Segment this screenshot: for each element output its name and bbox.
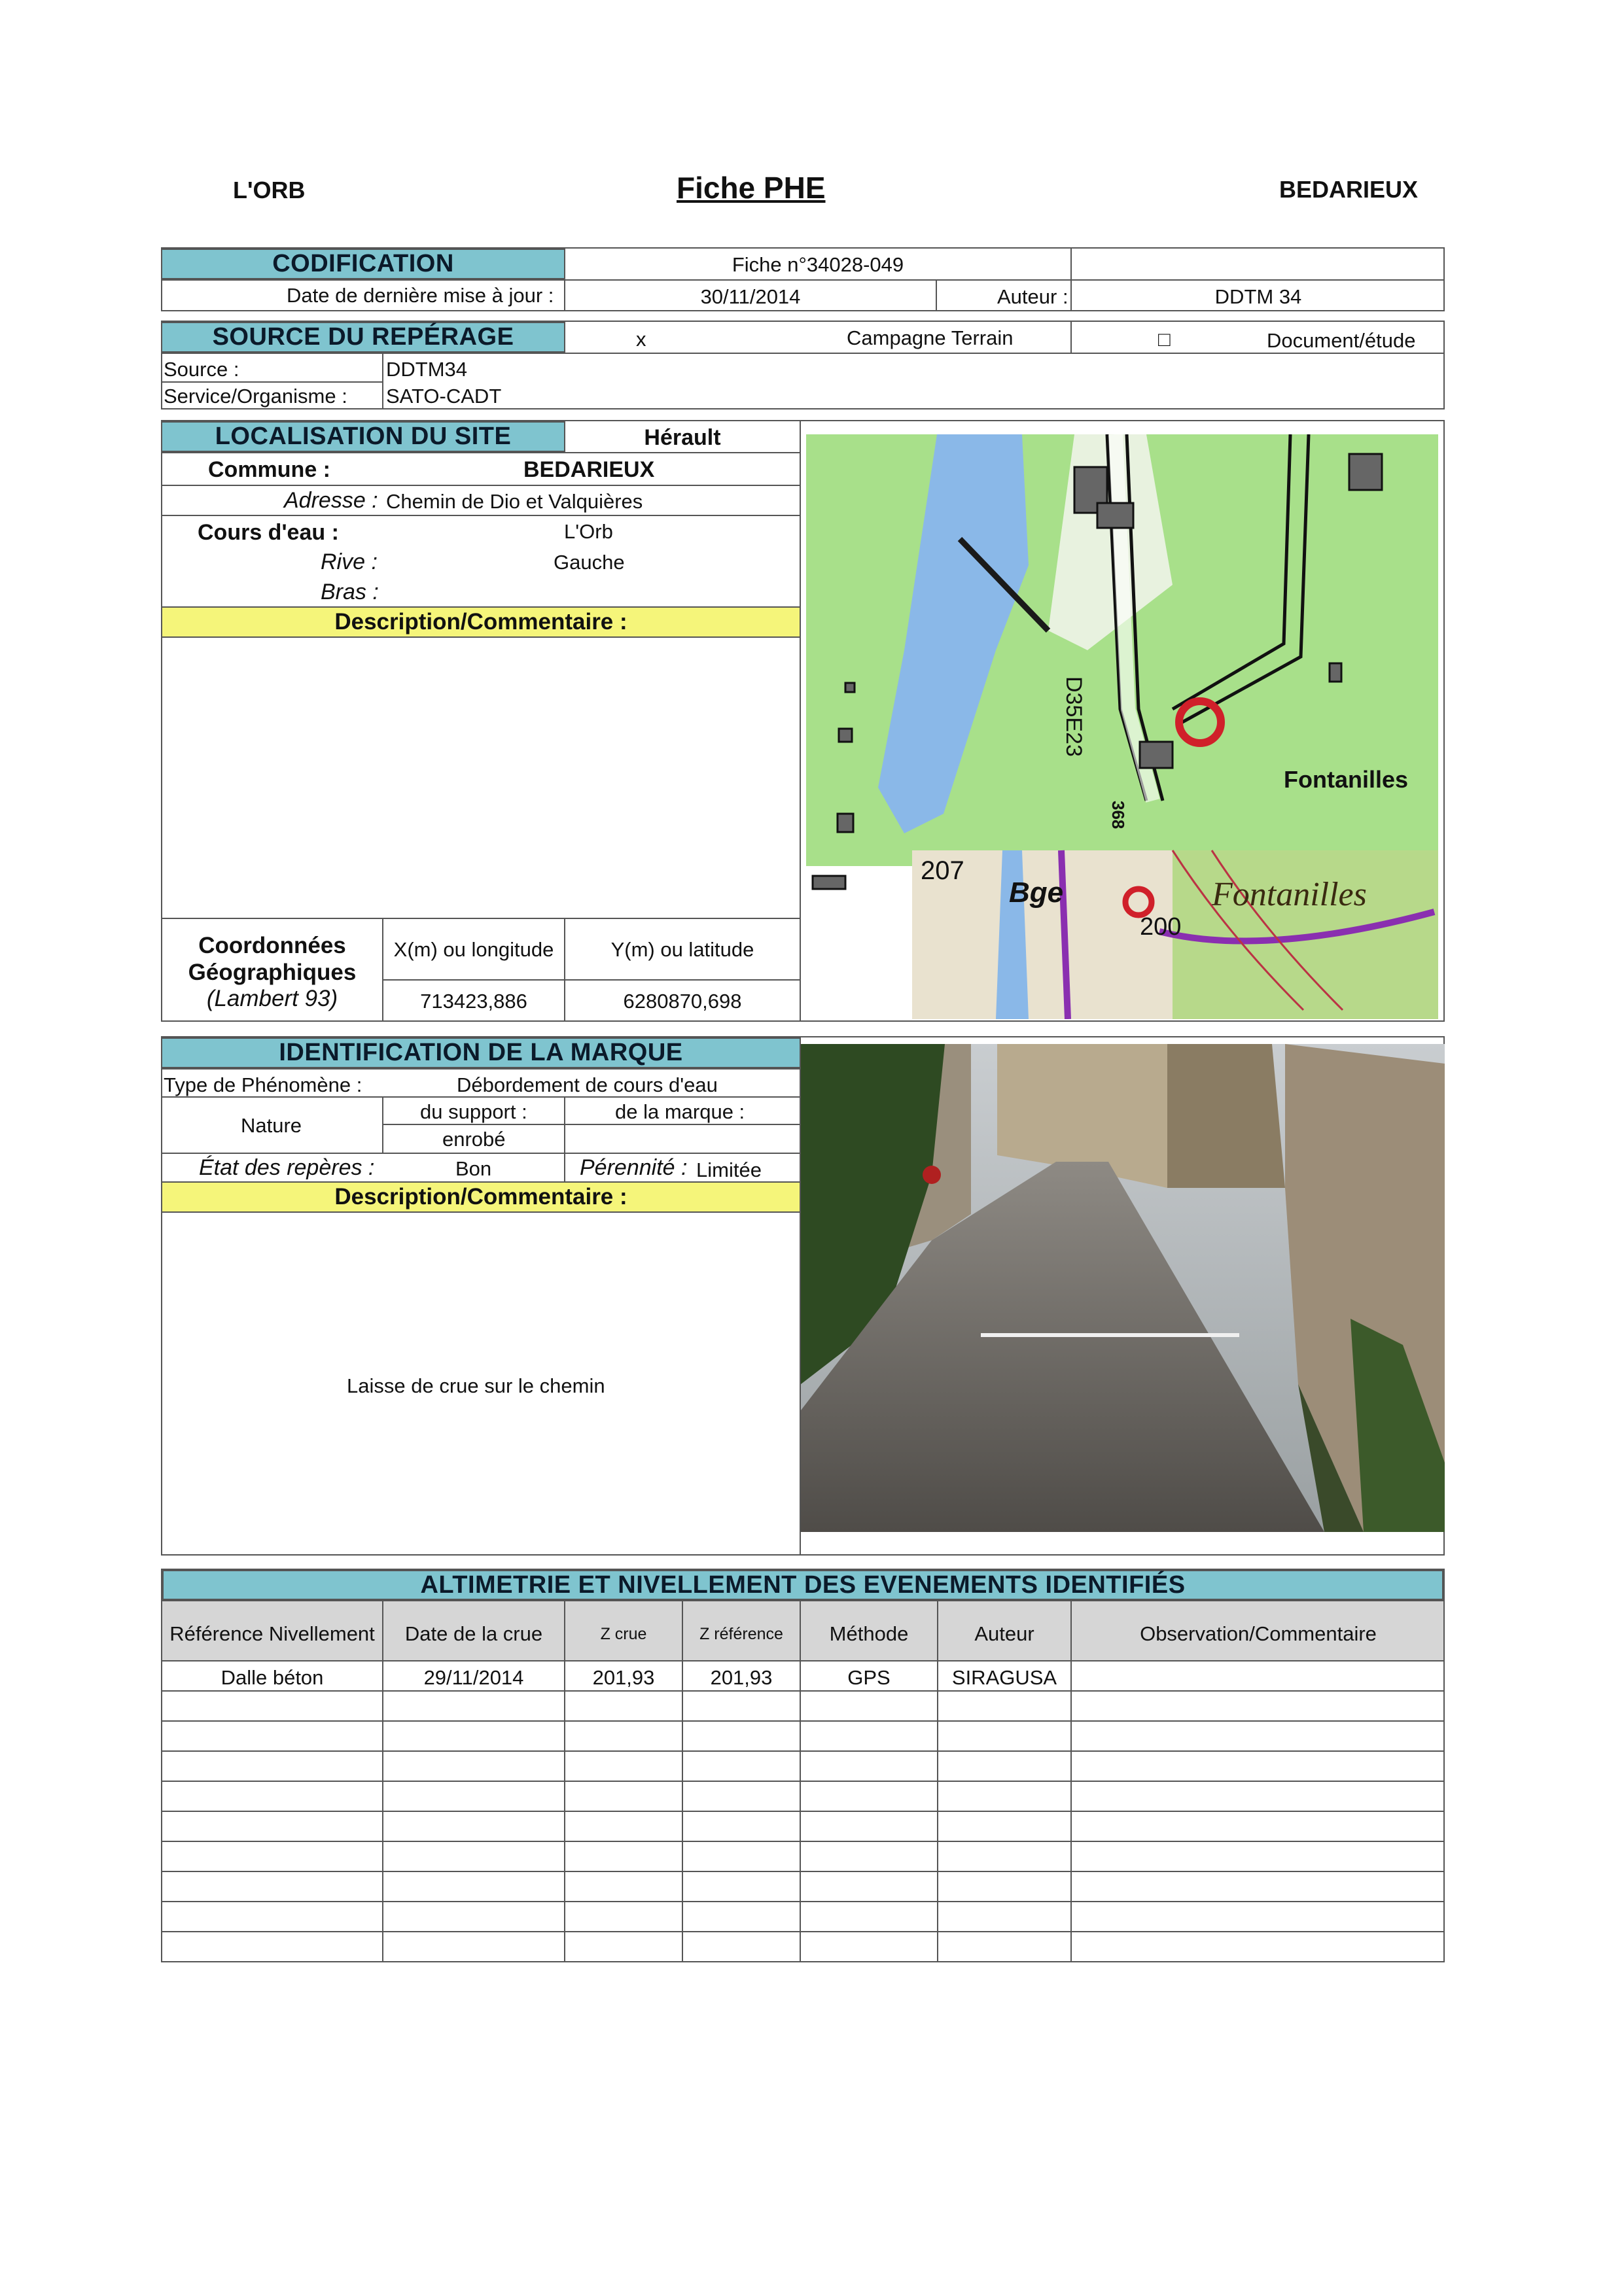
row-z-reference: 201,93 (710, 1666, 773, 1689)
type-phenomene-value: Débordement de cours d'eau (457, 1073, 718, 1096)
inset-200: 200 (1140, 913, 1182, 941)
cours-eau-value: L'Orb (564, 520, 613, 543)
commune-label: Commune : (208, 457, 330, 482)
localisation-title: LOCALISATION DU SITE (161, 421, 565, 452)
auteur-value: DDTM 34 (1214, 285, 1302, 308)
date-value: 30/11/2014 (700, 285, 801, 308)
row-reference: Dalle béton (221, 1666, 324, 1689)
departement-value: Hérault (644, 425, 721, 450)
col-z-reference: Z référence (699, 1625, 783, 1643)
coord-title-3: (Lambert 93) (206, 986, 338, 1011)
marque-label: de la marque : (615, 1100, 745, 1123)
date-label: Date de dernière mise à jour : (287, 284, 554, 307)
source-label: Source : (164, 358, 239, 381)
etat-reperes-label: État des repères : (199, 1155, 375, 1180)
perennite-value: Limitée (696, 1158, 762, 1181)
site-photo (801, 1044, 1445, 1532)
row-z-crue: 201,93 (592, 1666, 655, 1689)
identification-description-value: Laisse de crue sur le chemin (347, 1374, 605, 1397)
source-value: DDTM34 (386, 358, 468, 381)
inset-place: Fontanilles (1212, 876, 1367, 913)
row-date: 29/11/2014 (423, 1666, 524, 1689)
bras-label: Bras : (321, 580, 379, 604)
map-place-label: Fontanilles (1284, 766, 1409, 793)
col-date-crue: Date de la crue (404, 1622, 543, 1645)
service-label: Service/Organisme : (164, 385, 347, 408)
fiche-number: Fiche n°34028-049 (732, 253, 904, 276)
source-title: SOURCE DU REPÉRAGE (161, 322, 565, 353)
x-coord-value: 713423,886 (420, 990, 527, 1013)
etat-reperes-value: Bon (455, 1157, 492, 1180)
support-value: enrobé (442, 1128, 506, 1151)
x-coord-label: X(m) ou longitude (393, 938, 554, 961)
localisation-description-title: Description/Commentaire : (161, 606, 801, 638)
col-reference-nivellement: Référence Nivellement (169, 1622, 375, 1645)
campagne-terrain-label: Campagne Terrain (847, 326, 1014, 349)
header-river: L'ORB (233, 177, 306, 203)
service-value: SATO-CADT (386, 385, 502, 408)
perennite-label: Pérennité : (580, 1155, 688, 1180)
y-coord-label: Y(m) ou latitude (610, 938, 754, 961)
col-methode: Méthode (829, 1622, 909, 1645)
coord-title-2: Géographiques (188, 960, 357, 985)
nature-label: Nature (241, 1114, 302, 1137)
identification-title: IDENTIFICATION DE LA MARQUE (161, 1037, 801, 1068)
y-coord-value: 6280870,698 (623, 990, 742, 1013)
inset-207: 207 (921, 856, 964, 885)
type-phenomene-label: Type de Phénomène : (164, 1073, 362, 1096)
col-observation: Observation/Commentaire (1140, 1622, 1377, 1645)
cours-eau-label: Cours d'eau : (198, 520, 339, 545)
rive-value: Gauche (554, 551, 625, 574)
page-title: Fiche PHE (677, 171, 826, 205)
identification-description-title: Description/Commentaire : (161, 1181, 801, 1213)
map-road-number: 368 (1108, 801, 1128, 829)
campagne-check-mark[interactable]: x (636, 328, 646, 351)
map-road-label: D35E23 (1061, 676, 1086, 757)
support-label: du support : (420, 1100, 527, 1123)
inset-bge: Bge (1009, 877, 1064, 909)
adresse-label: Adresse : (284, 488, 378, 513)
altimetrie-title: ALTIMETRIE ET NIVELLEMENT DES EVENEMENTS IDENTIFIÉS (162, 1570, 1443, 1600)
row-auteur: SIRAGUSA (951, 1666, 1057, 1689)
document-etude-label: Document/étude (1267, 329, 1416, 352)
location-map (806, 434, 1438, 1019)
document-checkbox[interactable]: □ (1158, 328, 1171, 351)
auteur-label: Auteur : (997, 285, 1068, 308)
adresse-value: Chemin de Dio et Valquières (386, 490, 643, 513)
header-commune: BEDARIEUX (1279, 176, 1419, 203)
row-methode: GPS (847, 1666, 891, 1689)
col-z-crue: Z crue (600, 1625, 647, 1643)
rive-label: Rive : (321, 549, 378, 574)
codification-title: CODIFICATION (161, 249, 565, 279)
col-auteur: Auteur (974, 1622, 1034, 1645)
commune-value: BEDARIEUX (523, 457, 655, 482)
coord-title-1: Coordonnées (198, 933, 346, 958)
